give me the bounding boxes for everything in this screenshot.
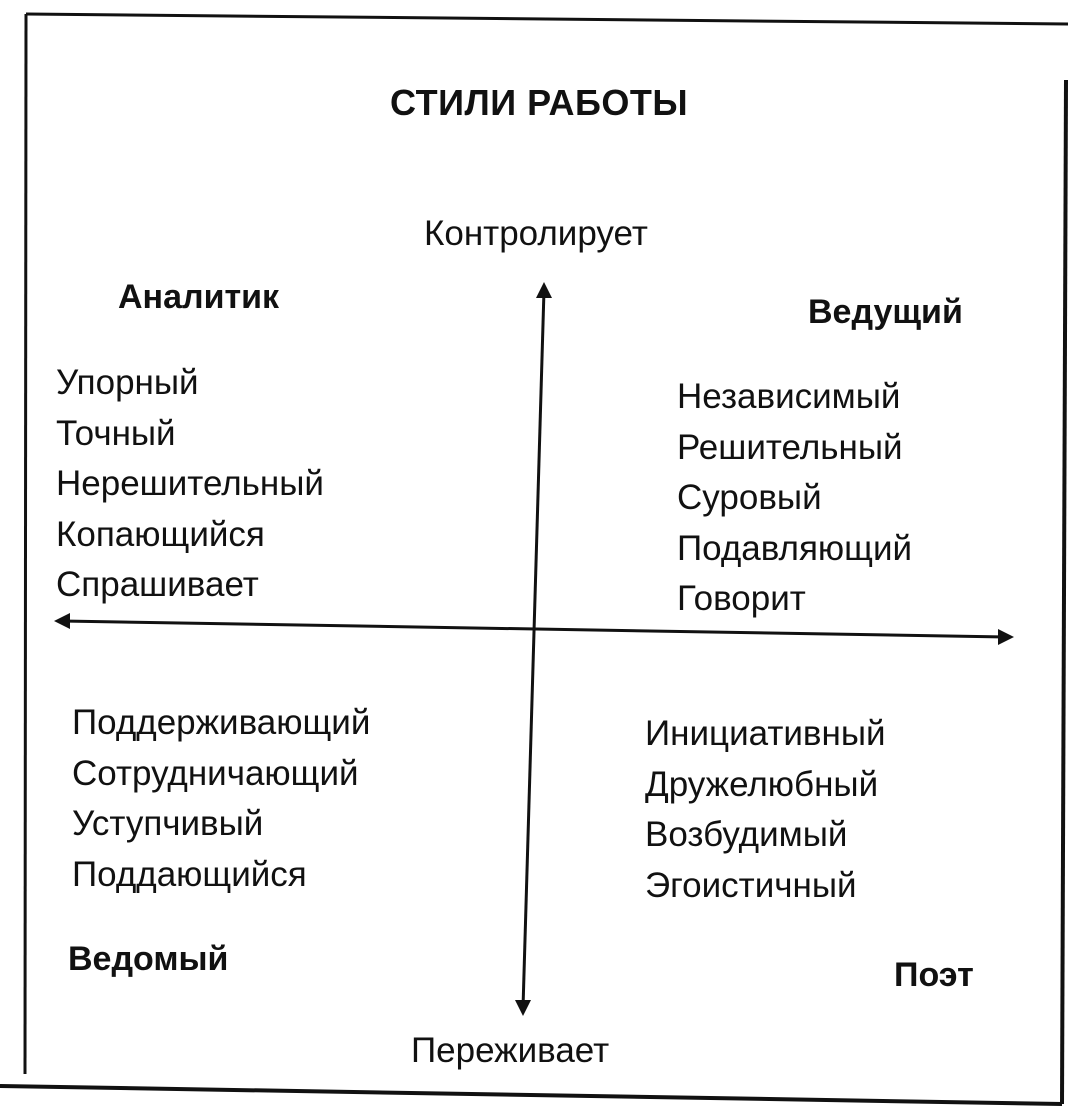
trait-item: Точный: [56, 413, 176, 453]
trait-item: Копающийся: [56, 514, 265, 554]
trait-item: Дружелюбный: [645, 764, 879, 804]
quadrant-title-follower: Ведомый: [68, 940, 229, 978]
horizontal-axis-right-arrow: [998, 629, 1014, 645]
trait-item: Поддерживающий: [72, 703, 371, 742]
trait-item: Говорит: [677, 579, 806, 618]
trait-item: Возбудимый: [645, 815, 848, 854]
trait-item: Инициативный: [645, 714, 886, 753]
trait-item: Уступчивый: [72, 804, 264, 843]
trait-item: Упорный: [56, 363, 199, 402]
trait-item: Решительный: [677, 427, 903, 467]
quadrant-traits-analyst: [56, 358, 324, 611]
vertical-axis: [523, 290, 544, 1008]
trait-item: Спрашивает: [56, 565, 259, 604]
quadrant-title-leader: Ведущий: [808, 293, 963, 331]
axis-label-top: Контролирует: [424, 214, 648, 253]
diagram-title: СТИЛИ РАБОТЫ: [390, 82, 689, 123]
trait-item: Независимый: [677, 377, 901, 416]
quadrant-traits-poet: [645, 709, 886, 911]
vertical-axis-top-arrow: [536, 282, 552, 298]
quadrant-traits-follower: [72, 698, 370, 900]
border-top: [26, 14, 1068, 24]
quadrant-title-analyst: Аналитик: [118, 278, 280, 316]
trait-item: Нерешительный: [56, 464, 324, 503]
trait-item: Эгоистичный: [645, 865, 857, 905]
trait-item: Сотрудничающий: [72, 753, 359, 793]
vertical-axis-bottom-arrow: [515, 1000, 531, 1016]
trait-item: Суровый: [677, 478, 822, 517]
quadrant-title-poet: Поэт: [894, 956, 974, 994]
trait-item: Поддающийся: [72, 854, 307, 894]
trait-item: Подавляющий: [677, 528, 913, 568]
axis-label-bottom: Переживает: [411, 1031, 610, 1070]
horizontal-axis-left-arrow: [54, 613, 70, 629]
quadrant-traits-leader: [677, 372, 912, 625]
border-left: [25, 14, 26, 1074]
border-bottom: [0, 1086, 1062, 1104]
border-right: [1062, 80, 1066, 1104]
